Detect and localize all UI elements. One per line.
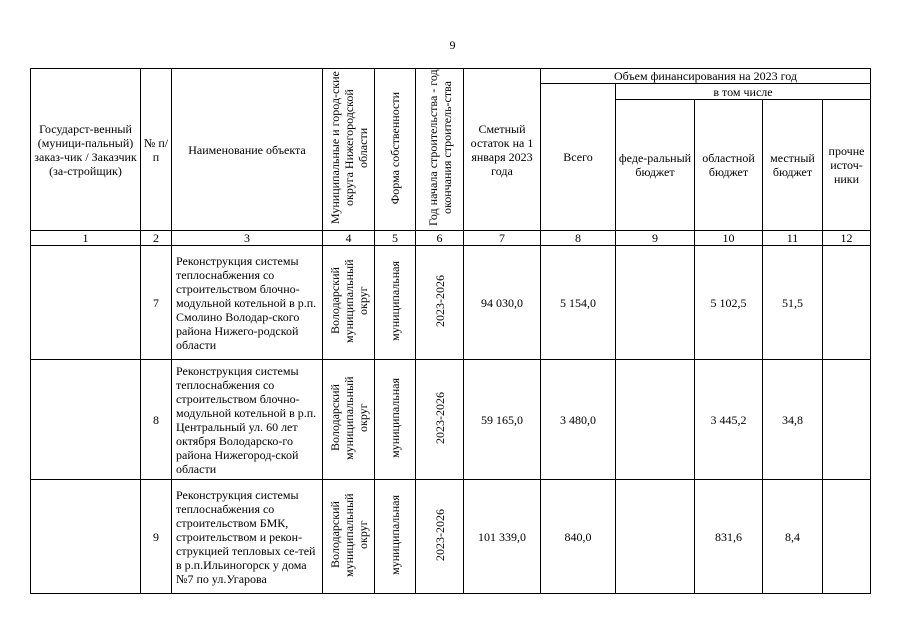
column-number: 4 bbox=[323, 231, 375, 246]
cell-local: 51,5 bbox=[763, 246, 823, 360]
cell-estimate-balance: 94 030,0 bbox=[464, 246, 541, 360]
cell-customer bbox=[31, 246, 141, 360]
column-number: 7 bbox=[464, 231, 541, 246]
column-number: 8 bbox=[541, 231, 616, 246]
cell-total: 3 480,0 bbox=[541, 360, 616, 480]
cell-total: 840,0 bbox=[541, 480, 616, 594]
cell-ownership-text: муниципальная bbox=[388, 261, 402, 341]
cell-object-name: Реконструкция системы теплоснабжения со строительством БМК, строительством и рекон-струкцией тепловых се-тей в р.п.Ильиногорск у дома №7 по ул.Угарова bbox=[172, 480, 323, 594]
cell-federal bbox=[616, 480, 695, 594]
cell-estimate-balance: 101 339,0 bbox=[464, 480, 541, 594]
page-number: 9 bbox=[449, 38, 456, 52]
cell-other bbox=[823, 360, 871, 480]
cell-ownership bbox=[375, 360, 416, 480]
header-years bbox=[416, 69, 464, 231]
cell-years-text: 2023-2026 bbox=[432, 275, 447, 327]
table-row bbox=[31, 360, 871, 480]
header-including: в том числе bbox=[616, 84, 871, 100]
header-ownership-text: Форма собственности bbox=[388, 91, 402, 205]
financing-table bbox=[30, 68, 871, 594]
column-number: 12 bbox=[823, 231, 871, 246]
cell-ownership-text: муниципальная bbox=[388, 495, 402, 575]
column-number: 1 bbox=[31, 231, 141, 246]
table-row bbox=[31, 246, 871, 360]
table-row bbox=[31, 480, 871, 594]
header-regional: областной бюджет bbox=[695, 100, 763, 231]
header-municipality bbox=[323, 69, 375, 231]
column-number: 11 bbox=[763, 231, 823, 246]
cell-years-text: 2023-2026 bbox=[432, 509, 447, 561]
cell-customer bbox=[31, 360, 141, 480]
cell-municipality bbox=[323, 360, 375, 480]
cell-municipality-text: Володарский муниципальный округ bbox=[327, 259, 370, 343]
header-object-name: Наименование объекта bbox=[172, 69, 323, 231]
cell-federal bbox=[616, 360, 695, 480]
cell-local: 8,4 bbox=[763, 480, 823, 594]
cell-regional: 5 102,5 bbox=[695, 246, 763, 360]
cell-federal bbox=[616, 246, 695, 360]
cell-municipality bbox=[323, 246, 375, 360]
cell-total: 5 154,0 bbox=[541, 246, 616, 360]
cell-years bbox=[416, 480, 464, 594]
header-funding-group: Объем финансирования на 2023 год bbox=[541, 69, 871, 84]
header-ownership bbox=[375, 69, 416, 231]
header-number: № п/п bbox=[141, 69, 172, 231]
cell-ownership-text: муниципальная bbox=[388, 378, 402, 458]
cell-number: 8 bbox=[141, 360, 172, 480]
cell-years bbox=[416, 360, 464, 480]
header-customer: Государст-венный (муници-пальный) заказ-чик / Заказчик (за-стройщик) bbox=[31, 69, 141, 231]
column-number: 9 bbox=[616, 231, 695, 246]
cell-ownership bbox=[375, 246, 416, 360]
header-municipality-text: Муниципальные и город-ские округа Нижегородской области bbox=[327, 71, 370, 225]
header-local: местный бюджет bbox=[763, 100, 823, 231]
cell-years bbox=[416, 246, 464, 360]
cell-number: 9 bbox=[141, 480, 172, 594]
cell-object-name: Реконструкция системы теплоснабжения со строительством блочно-модульной котельной в р.п. Центральный ул. 60 лет октября Володарско-го района Нижегород-ской области bbox=[172, 360, 323, 480]
cell-regional: 3 445,2 bbox=[695, 360, 763, 480]
cell-customer bbox=[31, 480, 141, 594]
cell-ownership bbox=[375, 480, 416, 594]
column-number: 5 bbox=[375, 231, 416, 246]
cell-object-name: Реконструкция системы теплоснабжения со строительством блочно-модульной котельной в р.п. Смолино Володар-ского района Нижего-родской области bbox=[172, 246, 323, 360]
cell-local: 34,8 bbox=[763, 360, 823, 480]
cell-number: 7 bbox=[141, 246, 172, 360]
cell-years-text: 2023-2026 bbox=[432, 392, 447, 444]
cell-municipality bbox=[323, 480, 375, 594]
cell-other bbox=[823, 246, 871, 360]
column-number: 6 bbox=[416, 231, 464, 246]
column-number: 10 bbox=[695, 231, 763, 246]
cell-municipality-text: Володарский муниципальный округ bbox=[327, 493, 370, 577]
column-number: 3 bbox=[172, 231, 323, 246]
cell-municipality-text: Володарский муниципальный округ bbox=[327, 376, 370, 460]
header-federal: феде-ральный бюджет bbox=[616, 100, 695, 231]
header-years-text: Год начала строительства - год окончания строитель-ства bbox=[425, 69, 454, 227]
column-number: 2 bbox=[141, 231, 172, 246]
header-other: прочне источ-ники bbox=[823, 100, 871, 231]
cell-estimate-balance: 59 165,0 bbox=[464, 360, 541, 480]
cell-regional: 831,6 bbox=[695, 480, 763, 594]
column-numbers-row bbox=[31, 231, 871, 246]
cell-other bbox=[823, 480, 871, 594]
header-total: Всего bbox=[541, 84, 616, 231]
header-estimate-balance: Сметный остаток на 1 января 2023 года bbox=[464, 69, 541, 231]
